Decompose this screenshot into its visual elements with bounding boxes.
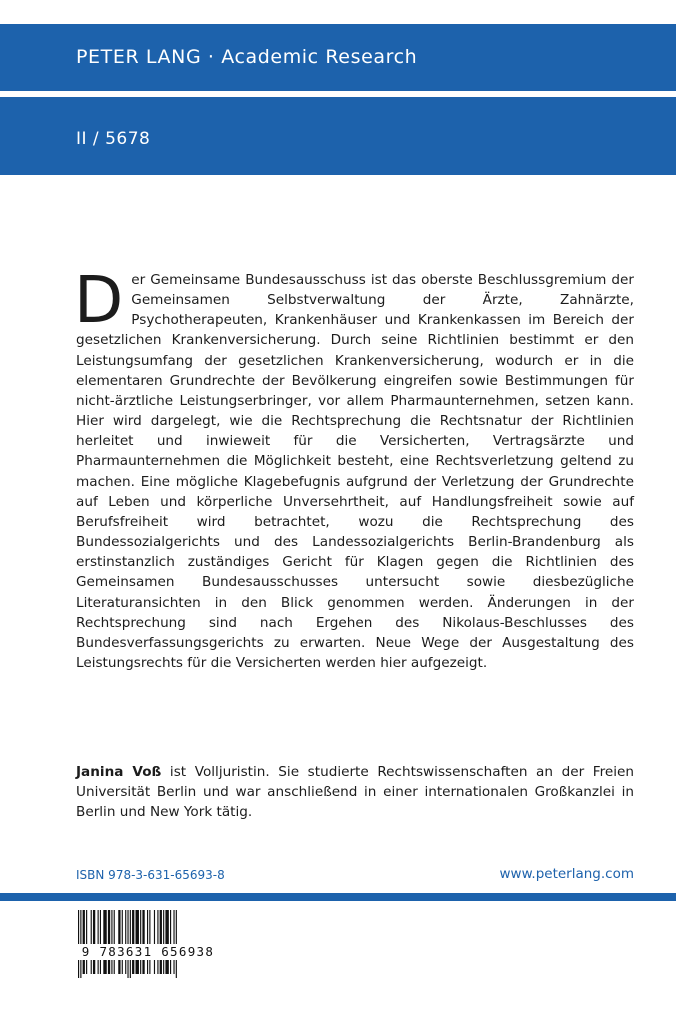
footer-rule (0, 893, 676, 901)
series-number: II / 5678 (76, 129, 151, 149)
barcode-digits: 9 783631 656938 (76, 944, 220, 960)
isbn-label: ISBN 978-3-631-65693-8 (76, 868, 225, 882)
publisher-website-link[interactable]: www.peterlang.com (499, 866, 634, 882)
book-description (74, 264, 634, 673)
drop-cap: D (74, 264, 124, 338)
description-text: er Gemeinsame Bundesausschuss ist das oberste Beschlussgremium der Gemeinsamen Selbstverwaltung der Ärzte, Zahnärzte, Psychotherapeuten, Krankenhäuser und Krankenkassen im Bereich der gesetzlichen Krankenversicherung. Durch seine Richtlinien bestimmt er den Leistungsumfang der gesetzlichen Krankenversicherung, wodurch er in die elementaren Grundrechte der Bevölkerung eingreifen sowie Bestimmungen für nicht-ärztliche Leistungserbringer, vor allem Pharmaunternehmen, setzen kann. Hier wird dargelegt, wie die Rechtsprechung die Rechtsnatur der Richtlinien herleitet und inwieweit für die Versicherten, Vertragsärzte und Pharmaunternehmen die Möglichkeit besteht, eine Rechtsverletzung geltend zu machen. Eine mögliche Klagebefugnis aufgrund der Verletzung der Grundrechte auf Leben und körperliche Unversehrtheit, auf Handlungsfreiheit sowie auf Berufsfreiheit wird betrachtet, wozu die Rechtsprechung des Bundessozialgerichts und des Landessozialgerichts Berlin-Brandenburg als erstinstanzlich zuständiges Gericht für Klagen gegen die Richtlinien des Gemeinsamen Bundesausschusses untersucht sowie diesbezügliche Literaturansichten in den Blick genommen werden. Änderungen in der Rechtsprechung sind nach Ergehen des Nikolaus-Beschlusses des Bundesverfassungsgerichts zu erwarten. Neue Wege der Ausgestaltung des Leistungsrechts für die Versicherten werden hier aufgezeigt. (76, 272, 634, 671)
publisher-title: PETER LANG · Academic Research (76, 46, 418, 68)
author-bio-text: ist Volljuristin. Sie studierte Rechtswissenschaften an der Freien Universität Berlin und war anschließend in einer internationalen Großkanzlei in Berlin und New York tätig. (76, 764, 634, 821)
author-name: Janina Voß (76, 764, 162, 780)
author-bio (76, 762, 634, 822)
